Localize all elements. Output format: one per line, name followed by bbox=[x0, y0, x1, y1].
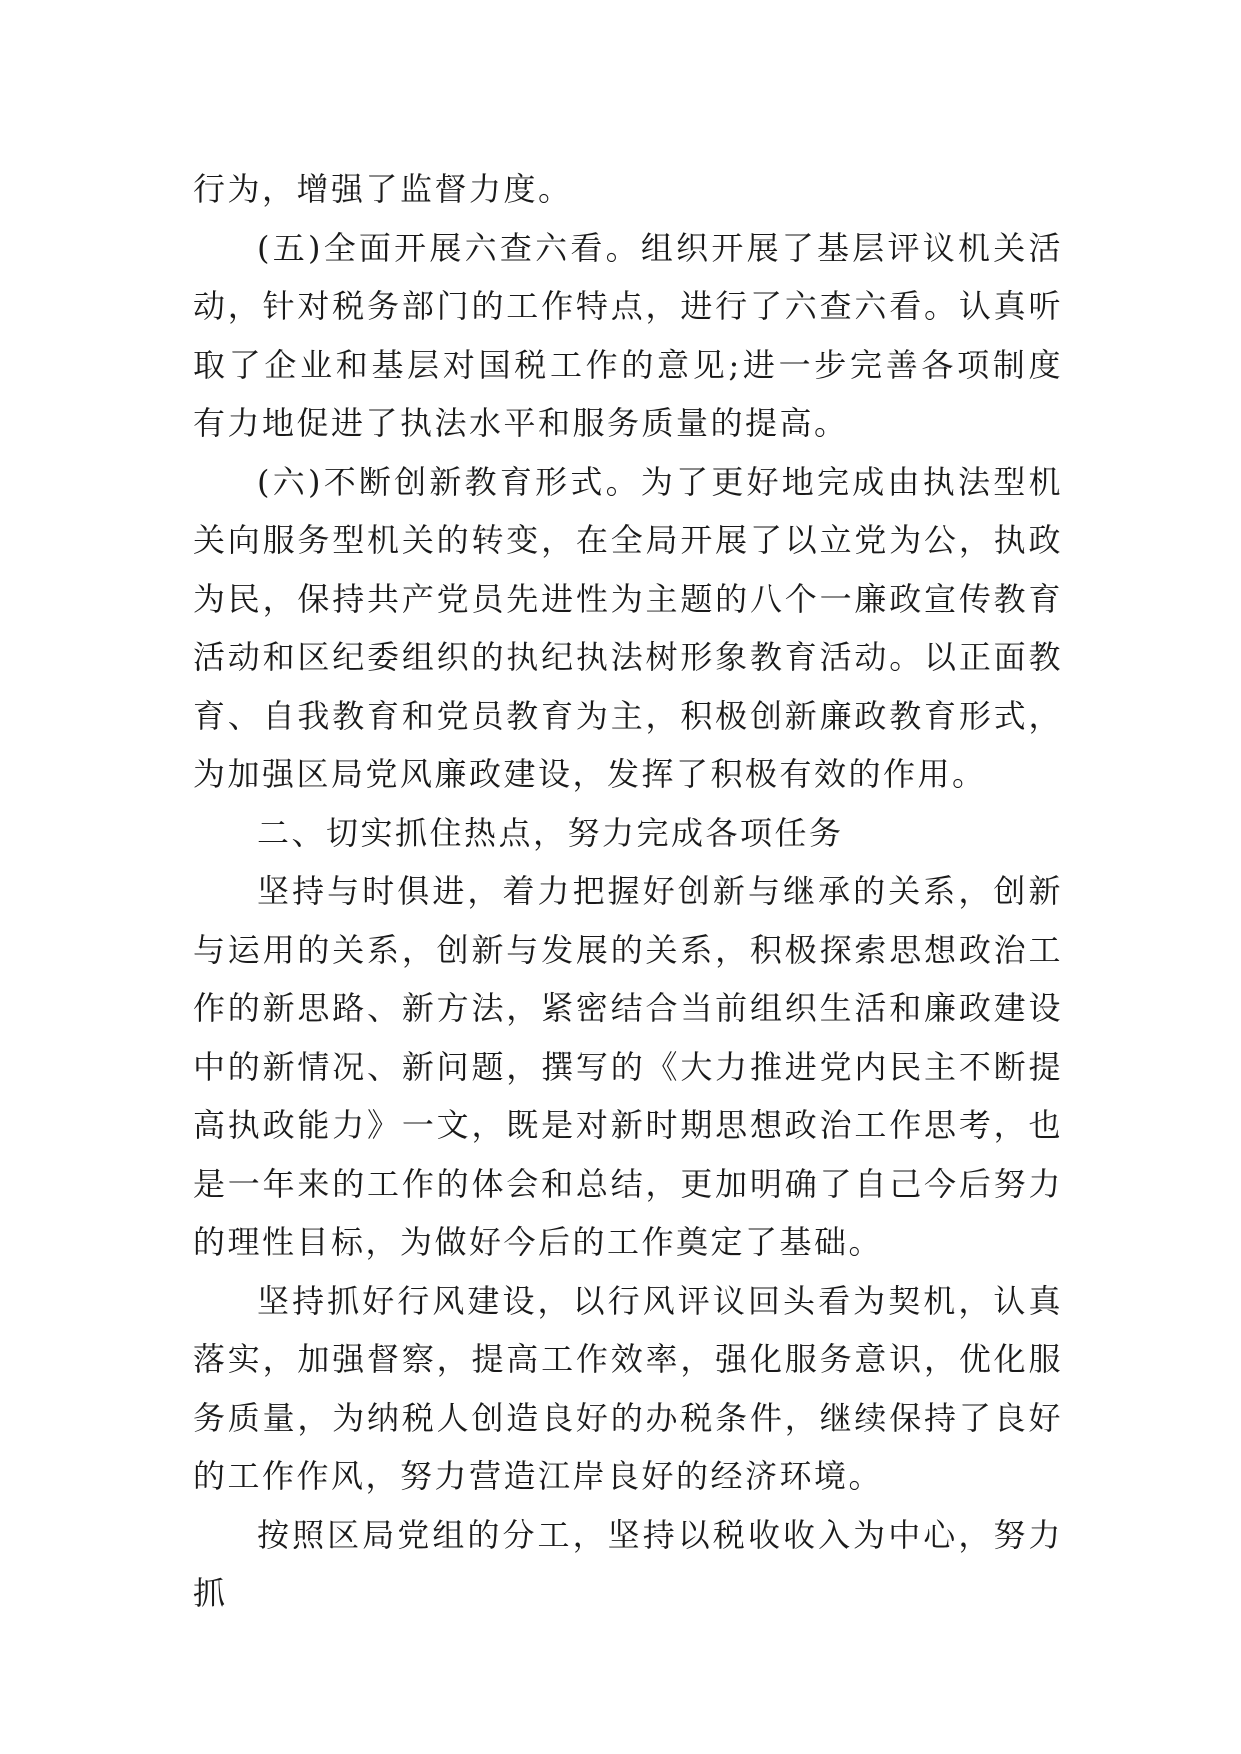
paragraph: (六)不断创新教育形式。为了更好地完成由执法型机关向服务型机关的转变，在全局开展了以立党为公，执政为民，保持共产党员先进性为主题的八个一廉政宣传教育活动和区纪委组织的执纪执法树形象教育活动。以正面教育、自我教育和党员教育为主，积极创新廉政教育形式，为加强区局党风廉政建设，发挥了积极有效的作用。 bbox=[193, 462, 1063, 793]
paragraph: 坚持抓好行风建设，以行风评议回头看为契机，认真落实，加强督察，提高工作效率，强化服务意识，优化服务质量，为纳税人创造良好的办税条件，继续保持了良好的工作作风，努力营造江岸良好的经济环境。 bbox=[193, 1281, 1063, 1495]
paragraph: 坚持与时俱进，着力把握好创新与继承的关系，创新与运用的关系，创新与发展的关系，积极探索思想政治工作的新思路、新方法，紧密结合当前组织生活和廉政建设中的新情况、新问题，撰写的《大力推进党内民主不断提高执政能力》一文，既是对新时期思想政治工作思考，也是一年来的工作的体会和总结，更加明确了自己今后努力的理性目标，为做好今后的工作奠定了基础。 bbox=[193, 872, 1063, 1261]
paragraph: (五)全面开展六查六看。组织开展了基层评议机关活动，针对税务部门的工作特点，进行了六查六看。认真听取了企业和基层对国税工作的意见;进一步完善各项制度有力地促进了执法水平和服务质量的提高。 bbox=[193, 228, 1063, 442]
paragraph: 行为，增强了监督力度。 bbox=[193, 170, 573, 208]
document-body bbox=[193, 160, 1063, 1623]
section-heading: 二、切实抓住热点，努力完成各项任务 bbox=[257, 813, 844, 852]
paragraph: 按照区局党组的分工，坚持以税收收入为中心，努力抓 bbox=[193, 1515, 1063, 1612]
